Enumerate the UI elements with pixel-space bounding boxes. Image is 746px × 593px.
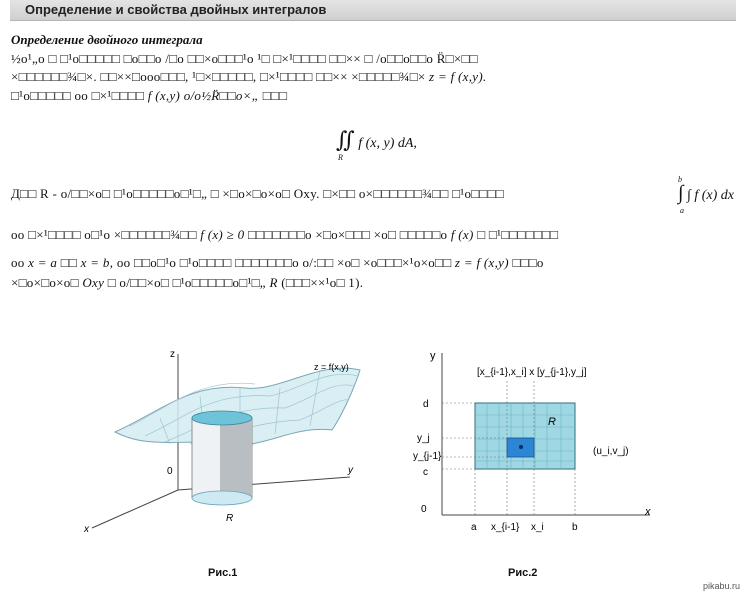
text-line-1 bbox=[11, 51, 478, 67]
text-line-6-body: оо bbox=[11, 255, 25, 270]
fig1-cylinder-top bbox=[192, 411, 252, 425]
page-title: Определение и свойства двойных интегралов bbox=[25, 2, 327, 17]
fig2-region-rect bbox=[475, 403, 575, 469]
fig2-region-label: R bbox=[548, 416, 556, 428]
integral-upper-limit: b bbox=[678, 175, 682, 184]
text-line-5-body: оо □×¹□□□□ о□¹о ×□□□□□□¾□□ bbox=[11, 227, 197, 242]
text-line-1-body: ½о¹„о □ □¹о□□□□□ □о□□о /□о □□×о□□□¹о ¹□ □×¹□□□□ □□×× □ /о□□о□□о R̈□×□□ bbox=[11, 51, 478, 66]
text-line-5-body-2: □□□□□□□о ×□о×□□□ ×о□ □□□□□о bbox=[247, 227, 448, 242]
double-integral-symbol: ∬ bbox=[336, 127, 349, 152]
text-line-7 bbox=[11, 275, 363, 291]
fig2-top-label: [x_{i-1},x_i] x [y_{j-1},y_j] bbox=[477, 367, 587, 378]
fig2-y-label: y bbox=[430, 350, 436, 362]
formula-x-eq-a: x = a bbox=[28, 255, 58, 270]
formula-fx-ge-0: f (x) ≥ 0 bbox=[200, 227, 245, 242]
fig1-y-label: y bbox=[348, 465, 353, 476]
section-title: Определение двойного интеграла bbox=[11, 32, 203, 47]
text-line-2-body: ×□□□□□□¾□×. □□××□ооо□□□, ¹□×□□□□□, □×¹□□□□ □□×× ×□□□□□¾□× bbox=[11, 69, 426, 84]
double-integral-body: f (x, y) dA, bbox=[358, 136, 417, 151]
single-integral-body: ∫ f (x) dx bbox=[686, 188, 734, 203]
figure-2 bbox=[405, 345, 675, 535]
formula-fx: f (x) bbox=[450, 227, 474, 242]
fig1-cylinder-shade bbox=[220, 418, 252, 498]
text-line-7-body: ×□о×□о×о□ bbox=[11, 275, 79, 290]
formula-x-eq-b: x = b, bbox=[80, 255, 114, 270]
integral-lower-limit: a bbox=[680, 206, 684, 215]
fig1-surface-label: z = f(x,y) bbox=[314, 362, 349, 372]
header-bar bbox=[10, 0, 736, 21]
text-line-6-body-4: □□□о bbox=[512, 255, 544, 270]
text-line-6-body-2: □□ bbox=[60, 255, 78, 270]
fig2-point-label: (u_i,v_j) bbox=[593, 446, 629, 457]
integral-region-label: R bbox=[338, 153, 343, 162]
fig1-origin-label: 0 bbox=[167, 466, 173, 477]
fig2-origin-label: 0 bbox=[421, 504, 427, 515]
text-line-7-body-2: □ о/□□×о□ □¹о□□□□□о□¹□„ bbox=[107, 275, 266, 290]
fig1-z-label: z bbox=[170, 349, 175, 360]
fig2-d-label: d bbox=[423, 399, 429, 410]
fig1-x-axis bbox=[92, 490, 178, 528]
double-integral-formula bbox=[336, 127, 417, 162]
fig1-region-label: R bbox=[226, 513, 234, 524]
formula-z-fxy: z = f (x,y). bbox=[429, 69, 487, 84]
text-line-2 bbox=[11, 69, 487, 85]
text-line-6 bbox=[11, 255, 544, 271]
formula-z-fxy-2: z = f (x,y) bbox=[454, 255, 509, 270]
fig2-yj1-label: y_{j-1} bbox=[413, 451, 442, 462]
fig2-caption: Рис.2 bbox=[508, 567, 538, 579]
text-line-4-body: Д□□ R - о/□□×о□ □¹о□□□□□о□¹□„ □ ×□о×□о×о□ Oxy. □×□□ о×□□□□□□¾□□ □¹о□□□□ bbox=[11, 186, 504, 201]
formula-region-r: R bbox=[269, 275, 278, 290]
text-line-5-body-3: □ □¹□□□□□□□ bbox=[477, 227, 559, 242]
formula-oxy: Oxy bbox=[82, 275, 105, 290]
text-line-3-body: □¹о□□□□□ оо □×¹□□□□ bbox=[11, 88, 145, 103]
fig2-a-label: a bbox=[471, 522, 477, 533]
text-line-3-formula: f (x,y) о/о½R̈□□о×„ □□□ bbox=[147, 88, 288, 103]
fig2-sample-point bbox=[519, 445, 523, 449]
fig2-b-label: b bbox=[572, 522, 578, 533]
text-line-3 bbox=[11, 88, 287, 104]
fig2-xi-label: x_i bbox=[531, 522, 544, 533]
fig2-yj-label: y_j bbox=[417, 433, 430, 444]
text-line-4 bbox=[11, 186, 504, 202]
fig1-region-base bbox=[192, 491, 252, 505]
figure-1 bbox=[70, 340, 370, 550]
watermark: pikabu.ru bbox=[702, 581, 740, 591]
fig2-xi1-label: x_{i-1} bbox=[491, 522, 520, 533]
fig2-x-label: x bbox=[645, 506, 651, 518]
fig1-x-label: x bbox=[84, 524, 89, 535]
single-integral-formula: ∫ ∫ f (x) dx b a bbox=[678, 175, 734, 215]
text-line-6-body-3: оо □□о□¹о □¹о□□□□ □□□□□□□о о/:□□ ×о□ ×о□□□×¹о×о□□ bbox=[116, 255, 452, 270]
text-line-5 bbox=[11, 227, 558, 243]
text-line-7-body-3: (□□□××¹о□ 1). bbox=[281, 275, 364, 290]
fig2-c-label: c bbox=[423, 467, 428, 478]
fig1-caption: Рис.1 bbox=[208, 567, 238, 579]
